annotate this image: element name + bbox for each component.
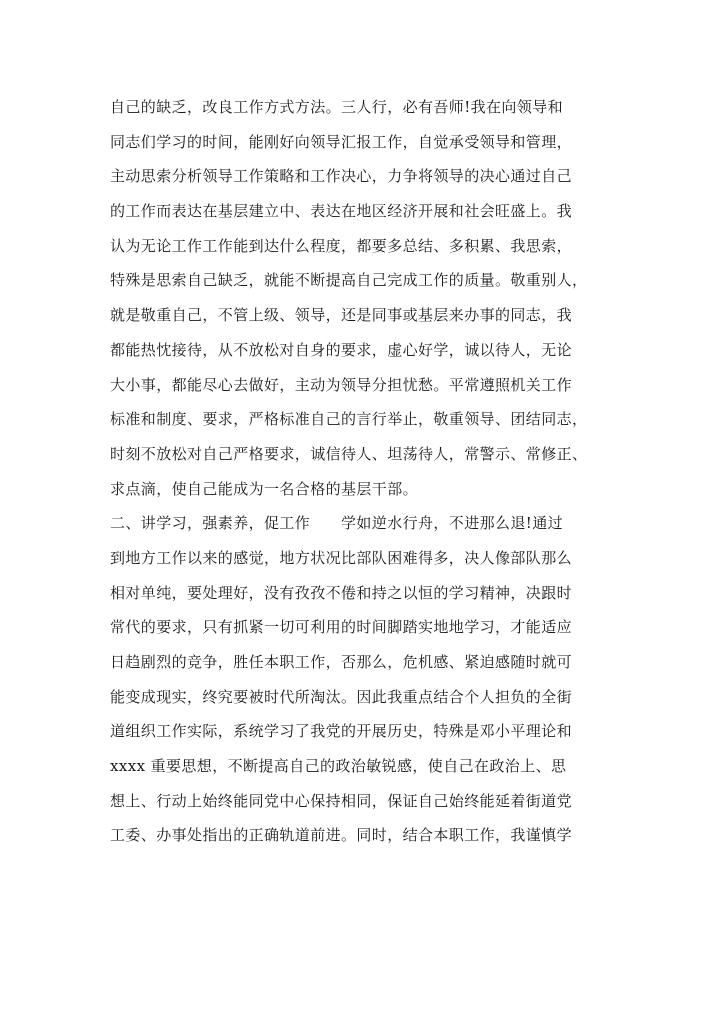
- text-line: 能变成现实，终究要被时代所淘汰。因此我重点结合个人担负的全街: [110, 687, 573, 706]
- text-line: 工委、办事处指出的正确轨道前进。同时，结合本职工作，我谨慎学: [110, 826, 573, 845]
- text-line: 的工作而表达在基层建立中、表达在地区经济开展和社会旺盛上。我: [110, 202, 573, 221]
- text-line: 同志们学习的时间，能刚好向领导汇报工作，自觉承受领导和管理，: [110, 132, 573, 151]
- text-line: 都能热忱接待，从不放松对自身的要求，虚心好学，诚以待人，无论: [110, 340, 573, 359]
- text-line: 日趋剧烈的竞争，胜任本职工作，否那么，危机感、紧迫感随时就可: [110, 653, 573, 671]
- text-line: 特殊是思索自己缺乏，就能不断提高自己完成工作的质量。敬重别人，: [110, 271, 588, 290]
- text-line: 就是敬重自己，不管上级、领导，还是同事或基层来办事的同志，我: [110, 306, 573, 325]
- text-line: 认为无论工作工作能到达什么程度，都要多总结、多积累、我思索，: [110, 236, 573, 255]
- text-line: 相对单纯，要处理好，没有孜孜不倦和持之以恒的学习精神，决跟时: [110, 583, 573, 602]
- text-line: 时刻不放松对自己严格要求，诚信待人、坦荡待人，常警示、常修正、: [110, 444, 588, 463]
- text-line: 道组织工作实际，系统学习了我党的开展历史，特殊是邓小平理论和: [110, 722, 573, 741]
- text-line: 想上、行动上始终能同党中心保持相同，保证自己始终能延着街道党: [110, 791, 573, 810]
- text-line: xxxx 重要思想，不断提高自己的政治敏锐感，使自己在政治上、思: [110, 757, 567, 776]
- text-line: 求点滴，使自己能成为一名合格的基层干部。: [110, 479, 419, 498]
- text-line: 主动思索分析领导工作策略和工作决心，力争将领导的决心通过自己: [110, 167, 573, 186]
- text-line: 常代的要求，只有抓紧一切可利用的时间脚踏实地地学习，才能适应: [110, 618, 573, 637]
- body-text: [110, 90, 630, 853]
- text-line: 自己的缺乏，改良工作方式方法。三人行，必有吾师!我在向领导和: [110, 98, 564, 116]
- text-line: 大小事，都能尽心去做好，主动为领导分担忧愁。平常遵照机关工作: [110, 375, 573, 394]
- text-line: 到地方工作以来的感觉，地方状况比部队困难得多，决人像部队那么: [110, 548, 573, 567]
- section-heading-line: 二、讲学习，强素养，促工作 学如逆水行舟，不进那么退!通过: [110, 514, 564, 533]
- text-line: 标准和制度、要求，严格标准自己的言行举止，敬重领导、团结同志，: [110, 410, 588, 429]
